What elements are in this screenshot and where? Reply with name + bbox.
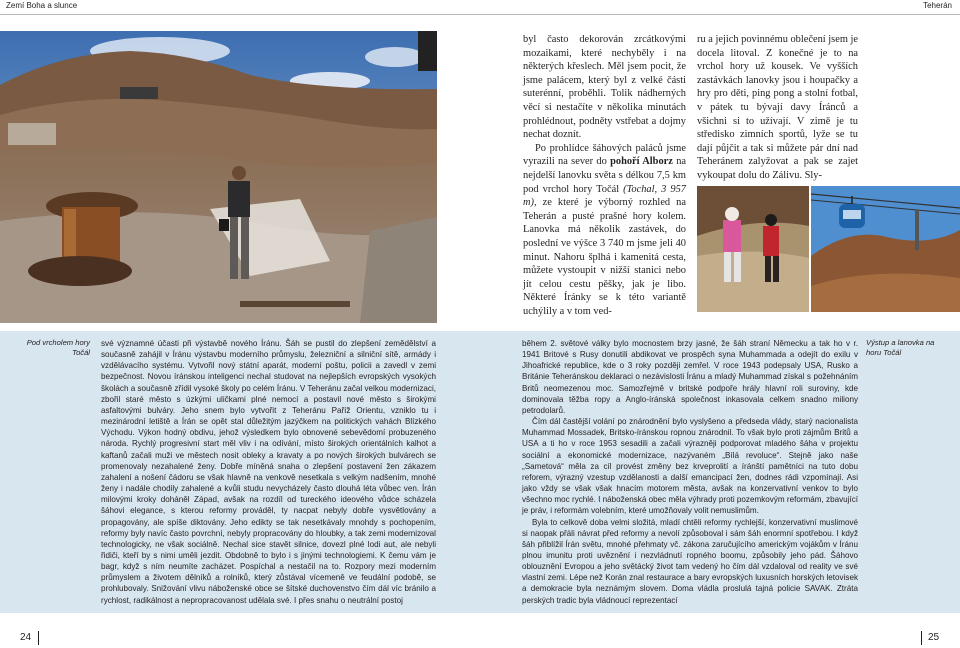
header-rule-right xyxy=(480,14,960,15)
paragraph-cable-car: Po prohlídce šáhových paláců jsme vyrazili na sever do pohoří Alborz na nejdelší lanovku světa s délkou 7,5 km pod vrchol hory Točál (Tochal, 3 957 m), ze které je výborný rozhled na Teherán a pusté prašné hory kolem. Lanovka má několik zastávek, do poslední ve výšce 3 740 m jsme jeli 40 minut. Nahoru šplhá i kamenitá cesta, můžete vystoupit v nižší stanici nebo jít celou cestu pěšky, jak je libo. Některé Íránky se k této variantě uchýlily a v tom ved- xyxy=(523,142,687,317)
body-column-1 xyxy=(523,33,686,318)
photo-cable-car-image xyxy=(811,186,960,312)
running-header-left: Zemí Boha a slunce xyxy=(6,1,78,10)
paragraph-shah-fall: Byla to celkově doba velmi složitá, mladí chtěli reformy rychlejší, konzervativní muslimové si naopak přáli návrat před reformy a nevolí způsoboval i sám šáh enormní spotřebou. I když šáh přiblížil Írán světu, mnohé přehmaty vč. zákona zaručujícího americkým vojákům v Íránu plnou imunitu proti uvěznění i nezvládnutí ropného boomu, způsobily jeho pád. Šáhovo oblouznění Evropou a jeho světácký život tam vedený ho čím dál vzdaloval od reality ve své vlastní zemi. Lépe než Korán znal restaurace a bary evropských luxusních horských letovisek a demokracie byla neznámým slovem. Doma vládla proslulá tajná policie SAVAK. Ztráta perských tradic byla vládnoucí reprezentací xyxy=(522,517,858,605)
photo-cable-car xyxy=(811,186,960,312)
bold-alborz: pohoří Alborz xyxy=(610,156,673,168)
running-header-right: Teherán xyxy=(923,1,952,10)
header-rule-left xyxy=(0,14,480,15)
page-number-left: 24 xyxy=(20,632,32,643)
paragraph-white-revolution: Čím dál častější volání po znárodnění bylo vyslyšeno a předseda vlády, starý nacionalista Muhammad Mossadek, Britsko-íránskou ropnou znárodnil. To však bylo proti zájmům Britů a USA a ti ho v roce 1953 sesadili a začali výrazněji podporovat mladého šáha v projektu sociální a ekonomické modernizace, nazývaném „Bílá revoluce“. Stejně jako naše „Sametová“ měla za cíl provést změny bez krveprolití a íránští pamětníci na tuto dobu reforem, výrazný vzestup vzdělanosti a další emancipací žen, dodnes rádi vzpomínají. Asi jako vždy se však však hnacím motorem města, avšak na konzervativní venkov to bylo všechno moc rychlé. I náboženská obec měla výhrady proti pozemkovým reformám, zbavující je práv, i reformám volebním, které umožňovaly volit nemuslimům. xyxy=(522,417,858,516)
paragraph-abdication: během 2. světové války bylo mocnostem brzy jasné, že šáh straní Německu a tak ho v r. 1941 Britové s Rusy donutili abdikovat ve prospěch syna Muhammada a odejít do exilu v Jihoafrické republice, kde o 3 roky později zemřel. V roce 1943 podepsaly USA, Rusko a Británie Teheránskou deklaraci o nezávislosti Íránu a mladý Muhammad získal s požehnáním Britů neomezenou moc. Samozřejmě v britské podpoře hrály hlavní roli suroviny, kde dominovala těžba ropy a Anglo-íránská společnost inkasovala celkem snadno miliony petrodolarů. xyxy=(522,339,858,415)
caption-right: Výstup a lanovka na horu Točál xyxy=(866,338,935,357)
italic-tochal: (Tochal, 3 957 m) xyxy=(523,183,686,209)
body-column-2 xyxy=(697,33,858,183)
caption-left: Pod vrcholem hory Točál xyxy=(26,338,90,357)
page-number-right: 25 xyxy=(928,632,940,643)
paragraph-modernization: své významné účasti při výstavbě nového Íránu. Šáh se pustil do zlepšení zemědělství a současně zahájil v Íránu výstavbu moderního průmyslu, železniční a silniční sítě, armády i vzdělávacího systému. Vytvořil nový státní aparát, moderní poštu, policii a zavedl v zemi bezpečnost. Novou íránskou inteligenci nechal studovat na nejlepších evropských vysokých školách a současně zřídil vysoké školy po celém Íránu. V Teheránu začal velkou modernizaci, zbořil staré město s úzkými uličkami plné nemocí a postavil nové město s širokými asfaltovými bulváry. Jeho snem bylo vytvořit z Teheránu Paříž Orientu, vzniklo tu i mezinárodní letiště a Írán se opět stal důležitým jazýčkem na politických vahách Blízkého Východu. Výkon hodný obdivu, jehož výsledkem bylo obnovené sebevědomí probuzeného národa. Rychlý progresivní start měl vliv i na odívání, místo širokých orientálních kalhot a kaftanů začali muži ve městech nosit obleky a kravaty a po nových širokých bulvárech se promenovaly nezahalené ženy. Dobře míněná snaha o zlepšení postavení žen zákazem zahalení a nošení čádoru se však hlavně na venkově nesetkala s velkým nadšením, mnohé ženy i nadále chodily zahalené a kvůli studu nevycházely často dlouhá léta vůbec ven. Írán milovými kroky doháněl Západ, avšak na rozdíl od tureckého ideového vůdce scházela šáhovi elegance, s kterou reformy prováděl, ty nacpat nebyly dobře vysvětlovány a propagovány, ale spíše diktovány. Jeho edikty se tak nesetkávaly mnohdy s pochopením, reformy byly navíc často povrchní, nebyly propracovány do hloubky, a tak zemi modernizoval technologicky, ne však sociálně. Nechal sice stavět silnice, dovezl plné lodi aut, ale nebyli řidiči, kteří by s nimi uměli jezdit. Obdobně to bylo i s jinými technologiemi. K čemu vám je bagr, když s ním neumíte zacházet. Pospíchal a nestačil na to. Rozpory mezi moderním průmyslem a životem dělníků a rolníků, který zůstával vícemeně ve feudální podobě, se prohlubovaly. Snižování vlivu náboženské obce se šítské duchovenstvo čím dál víc bránilo a rychlost, radikálnost a nepropracovanost udělala své. I přes snahu o neutrální postoj xyxy=(101,339,437,605)
band-column-right xyxy=(522,338,858,606)
photo-hikers-image xyxy=(697,186,809,312)
band-column-left xyxy=(101,338,436,606)
paragraph-summit: ru a jejich povinnému oblečení jsem je docela litoval. Z konečné je to na vrchol hory už kousek. Ve vyšších zastávkách lanovky jsou i houpačky a hry pro děti, ping pong a stolní fotbal, v pátek tu bývají davy Íránců a všichni si to užívají. V zimě je tu středisko zimních sportů, lyže se tu dají půjčit a tak si můžete pár dní nad Teheránem zalyžovat a pak se zajet vykoupat dolu do Zálivu. Sly- xyxy=(697,34,859,181)
page-number-rule-right xyxy=(921,631,922,645)
photo-mountain-slope-image xyxy=(0,31,437,323)
photo-mountain-slope xyxy=(0,31,437,323)
paragraph-palace: byl často dekorován zrcátkovými mozaikami, které nechyběly i na některých křeslech. Měl jsem pocit, že jsme palácem, který byl z velké části suterénní, proběhli. Tolik nádherných věcí si nestačíte v několika minutách prohlédnout, podněty vstřebat a dojmy nechat doznít. xyxy=(523,34,686,141)
photo-hikers xyxy=(697,186,809,312)
page-number-rule-left xyxy=(38,631,39,645)
